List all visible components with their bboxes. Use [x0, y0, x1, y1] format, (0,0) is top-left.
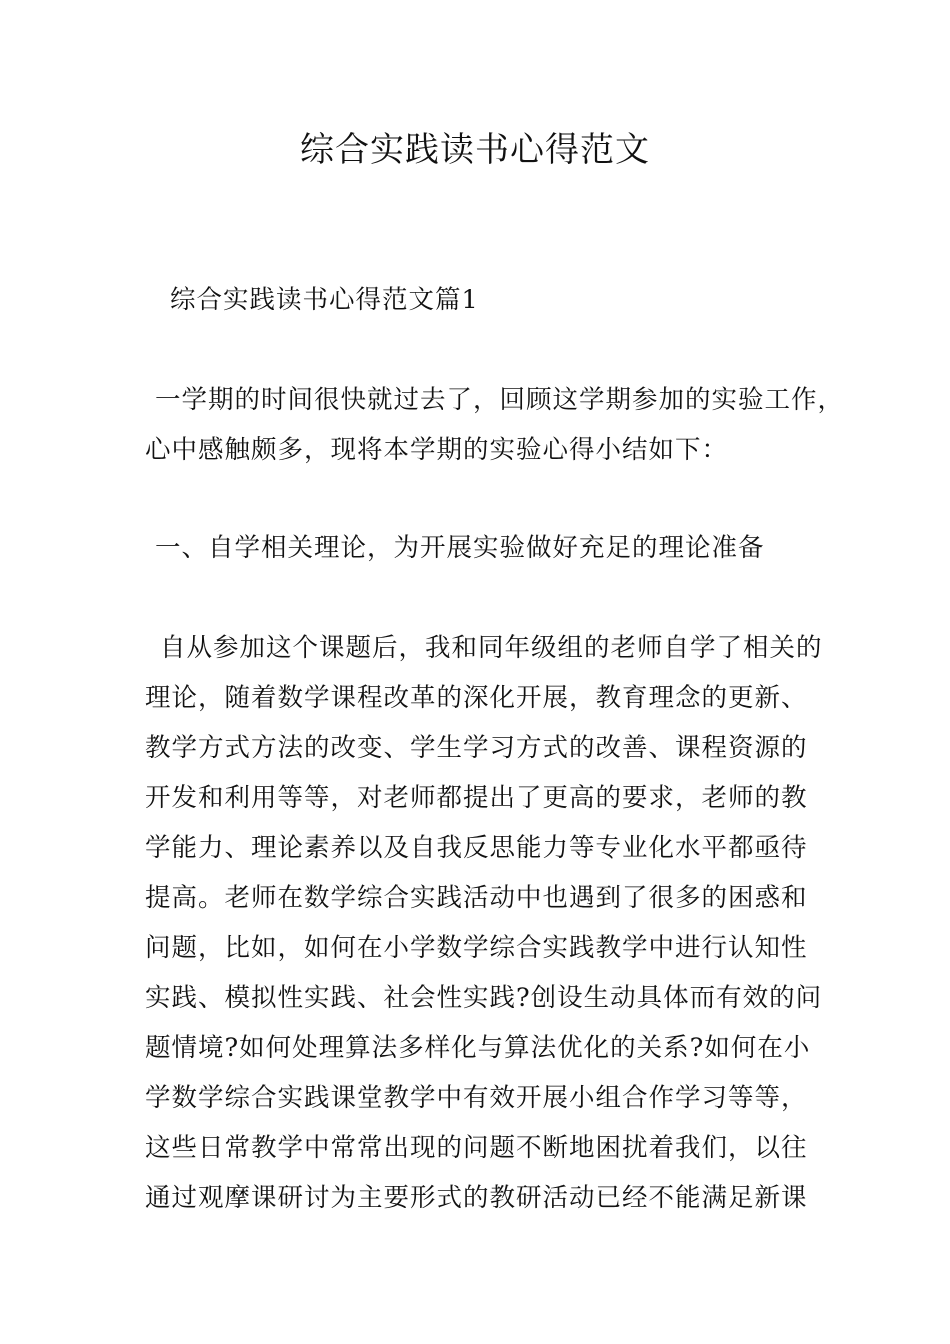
- body-line: 开发和利用等等，对老师都提出了更高的要求，老师的教: [145, 783, 808, 813]
- section-heading: 一、自学相关理论，为开展实验做好充足的理论准备: [155, 533, 765, 563]
- body-line: 教学方式方法的改变、学生学习方式的改善、课程资源的: [145, 733, 808, 763]
- intro-line: 心中感触颇多，现将本学期的实验心得小结如下：: [145, 435, 729, 465]
- section-subtitle: 综合实践读书心得范文篇1: [170, 285, 479, 315]
- body-line: 这些日常教学中常常出现的问题不断地困扰着我们，以往: [145, 1133, 808, 1163]
- body-line: 理论，随着数学课程改革的深化开展，教育理念的更新、: [145, 683, 808, 713]
- intro-line: 一学期的时间很快就过去了，回顾这学期参加的实验工作，: [155, 385, 845, 415]
- body-line: 实践、模拟性实践、社会性实践?创设生动具体而有效的问: [145, 983, 823, 1013]
- body-line: 学能力、理论素养以及自我反思能力等专业化水平都亟待: [145, 833, 808, 863]
- body-line: 问题，比如，如何在小学数学综合实践教学中进行认知性: [145, 933, 808, 963]
- body-line: 通过观摩课研讨为主要形式的教研活动已经不能满足新课: [145, 1183, 808, 1213]
- document-title: 综合实践读书心得范文: [300, 130, 650, 170]
- body-line: 学数学综合实践课堂教学中有效开展小组合作学习等等，: [145, 1083, 808, 1113]
- body-line: 提高。老师在数学综合实践活动中也遇到了很多的困惑和: [145, 883, 808, 913]
- body-line: 自从参加这个课题后，我和同年级组的老师自学了相关的: [160, 633, 823, 663]
- body-line: 题情境?如何处理算法多样化与算法优化的关系?如何在小: [145, 1033, 811, 1063]
